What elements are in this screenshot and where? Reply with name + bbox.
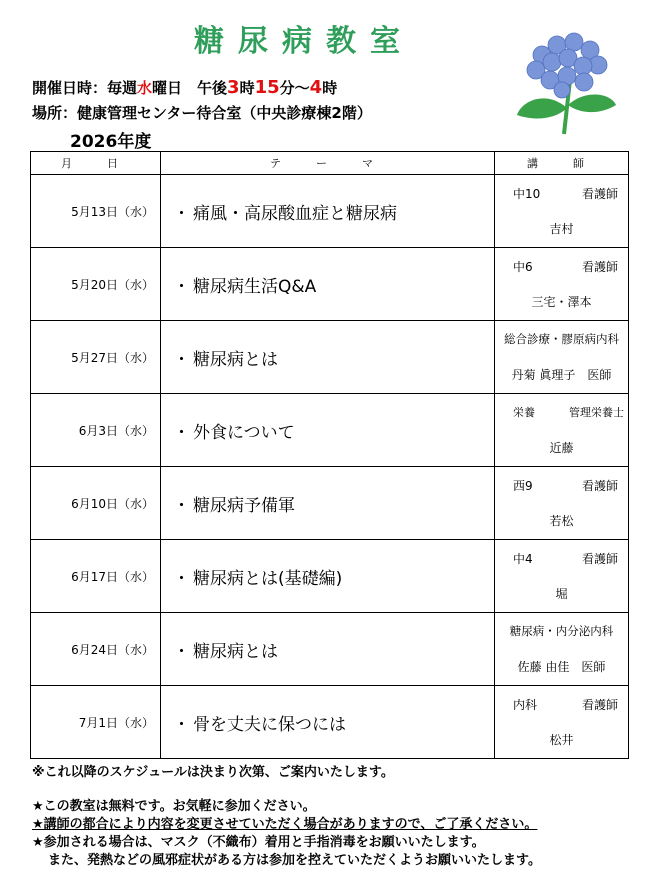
time-mid: 曜日 午後: [152, 79, 228, 97]
lecturer-role: 看護師: [581, 478, 618, 493]
note-mask: ★参加される場合は、マスク（不織布）着用と手指消毒をお願いいたします。: [32, 835, 485, 850]
schedule-table: [30, 151, 629, 759]
session-theme-cell: [161, 175, 495, 248]
header-date: 月 日: [31, 152, 161, 175]
lecturer-dept: 栄養: [513, 406, 535, 419]
lecturer-dept-line: [495, 686, 628, 722]
lecturer-name: 松井: [549, 733, 574, 747]
lecturer-role: 看護師: [581, 551, 618, 566]
lecturer-role: 看護師: [581, 186, 618, 201]
session-theme-cell: [161, 394, 495, 467]
lecturer-dept: 総合診療・膠原病内科: [504, 332, 619, 346]
end-hour: 4: [309, 77, 323, 98]
lecturer-dept: 中4: [513, 551, 533, 566]
session-date: 7月1日（水）: [31, 686, 161, 759]
session-theme: 骨を丈夫に保つには: [193, 714, 346, 735]
table-row: [31, 394, 629, 467]
lecturer-name: 若松: [549, 514, 574, 528]
schedule-time-line: [32, 77, 337, 98]
lecturer-dept: 糖尿病・内分泌内科: [509, 624, 614, 638]
lecturer-dept-line: [495, 248, 628, 284]
start-minute: 15: [254, 77, 280, 98]
lecturer-name: 近藤: [549, 441, 574, 455]
note-change: ★講師の都合により内容を変更させていただく場合がありますので、ご了承ください。: [32, 817, 538, 832]
title-char: 病: [282, 24, 318, 59]
bullet: ・: [173, 568, 190, 589]
lecturer-role: 管理栄養士: [569, 406, 624, 419]
location-line: 場所：健康管理センター待合室（中央診療棟2階）: [32, 104, 372, 122]
weekday-highlight: 水: [137, 79, 153, 97]
page-title: [0, 16, 600, 60]
lecturer-dept-line: [495, 540, 628, 576]
lecturer-name: 吉村: [549, 222, 574, 236]
note-fever: また、発熱などの風邪症状がある方は参加を控えていただくようお願いいたします。: [48, 853, 541, 868]
lecturer-cell: [495, 613, 629, 686]
session-date: 6月24日（水）: [31, 613, 161, 686]
table-row: [31, 175, 629, 248]
session-theme-cell: [161, 467, 495, 540]
header-theme: テ ー マ: [161, 152, 495, 175]
table-row: [31, 613, 629, 686]
session-theme: 糖尿病生活Q&A: [193, 276, 317, 297]
lecturer-name: 佐藤 由佳 医師: [517, 660, 606, 674]
table-row: [31, 540, 629, 613]
note-free: ★この教室は無料です。お気軽に参加ください。: [32, 799, 316, 814]
bullet: ・: [173, 641, 190, 662]
lecturer-dept-line: [495, 175, 628, 211]
lecturer-name: 堀: [555, 587, 568, 601]
table-row: [31, 248, 629, 321]
session-date: 5月13日（水）: [31, 175, 161, 248]
table-row: [31, 467, 629, 540]
session-theme-cell: [161, 248, 495, 321]
session-theme: 糖尿病予備軍: [193, 495, 295, 516]
lecturer-role: 看護師: [581, 259, 618, 274]
lecturer-dept-line: [495, 467, 628, 503]
lecturer-cell: [495, 321, 629, 394]
table-row: [31, 686, 629, 759]
lecturer-dept: 内科: [513, 697, 538, 712]
session-theme: 痛風・高尿酸血症と糖尿病: [193, 203, 397, 224]
header-lecturer: 講 師: [495, 152, 629, 175]
title-char: 室: [370, 24, 406, 59]
session-theme-cell: [161, 686, 495, 759]
lecturer-cell: [495, 248, 629, 321]
lecturer-cell: [495, 394, 629, 467]
end-hour-unit: 時: [322, 79, 338, 97]
fiscal-year: 2026年度: [70, 132, 152, 152]
bullet: ・: [173, 349, 190, 370]
hydrangea-icon: [512, 30, 622, 135]
session-theme: 糖尿病とは: [193, 349, 278, 370]
session-date: 6月17日（水）: [31, 540, 161, 613]
lecturer-dept-line: [495, 394, 628, 430]
session-date: 5月20日（水）: [31, 248, 161, 321]
minute-unit: 分～: [279, 79, 310, 97]
session-date: 6月10日（水）: [31, 467, 161, 540]
session-date: 6月3日（水）: [31, 394, 161, 467]
hour-unit: 時: [239, 79, 255, 97]
table-row: [31, 321, 629, 394]
title-char: 教: [326, 24, 362, 59]
lecturer-cell: [495, 175, 629, 248]
session-theme: 外食について: [193, 422, 295, 443]
lecturer-dept-line: [495, 321, 628, 357]
table-header-row: [31, 152, 629, 175]
session-theme-cell: [161, 613, 495, 686]
note-schedule: ※これ以降のスケジュールは決まり次第、ご案内いたします。: [32, 765, 394, 780]
notes-section: [32, 764, 541, 870]
lecturer-dept: 西9: [513, 478, 533, 493]
lecturer-cell: [495, 686, 629, 759]
lecturer-name: 丹菊 眞理子 医師: [511, 368, 612, 382]
bullet: ・: [173, 203, 190, 224]
session-theme-cell: [161, 321, 495, 394]
lecturer-cell: [495, 467, 629, 540]
session-date: 5月27日（水）: [31, 321, 161, 394]
title-char: 糖: [194, 24, 230, 59]
session-theme-cell: [161, 540, 495, 613]
lecturer-role: 看護師: [581, 697, 618, 712]
bullet: ・: [173, 422, 190, 443]
lecturer-dept: 中6: [513, 259, 533, 274]
bullet: ・: [173, 495, 190, 516]
start-hour: 3: [227, 77, 240, 98]
bullet: ・: [173, 714, 190, 735]
bullet: ・: [173, 276, 190, 297]
lecturer-cell: [495, 540, 629, 613]
session-theme: 糖尿病とは: [193, 641, 278, 662]
session-theme: 糖尿病とは(基礎編): [193, 568, 343, 589]
time-prefix: 開催日時：毎週: [32, 79, 138, 97]
lecturer-name: 三宅・澤本: [531, 295, 592, 309]
lecturer-dept: 中10: [513, 186, 541, 201]
lecturer-dept-line: [495, 613, 628, 649]
title-char: 尿: [238, 24, 274, 59]
